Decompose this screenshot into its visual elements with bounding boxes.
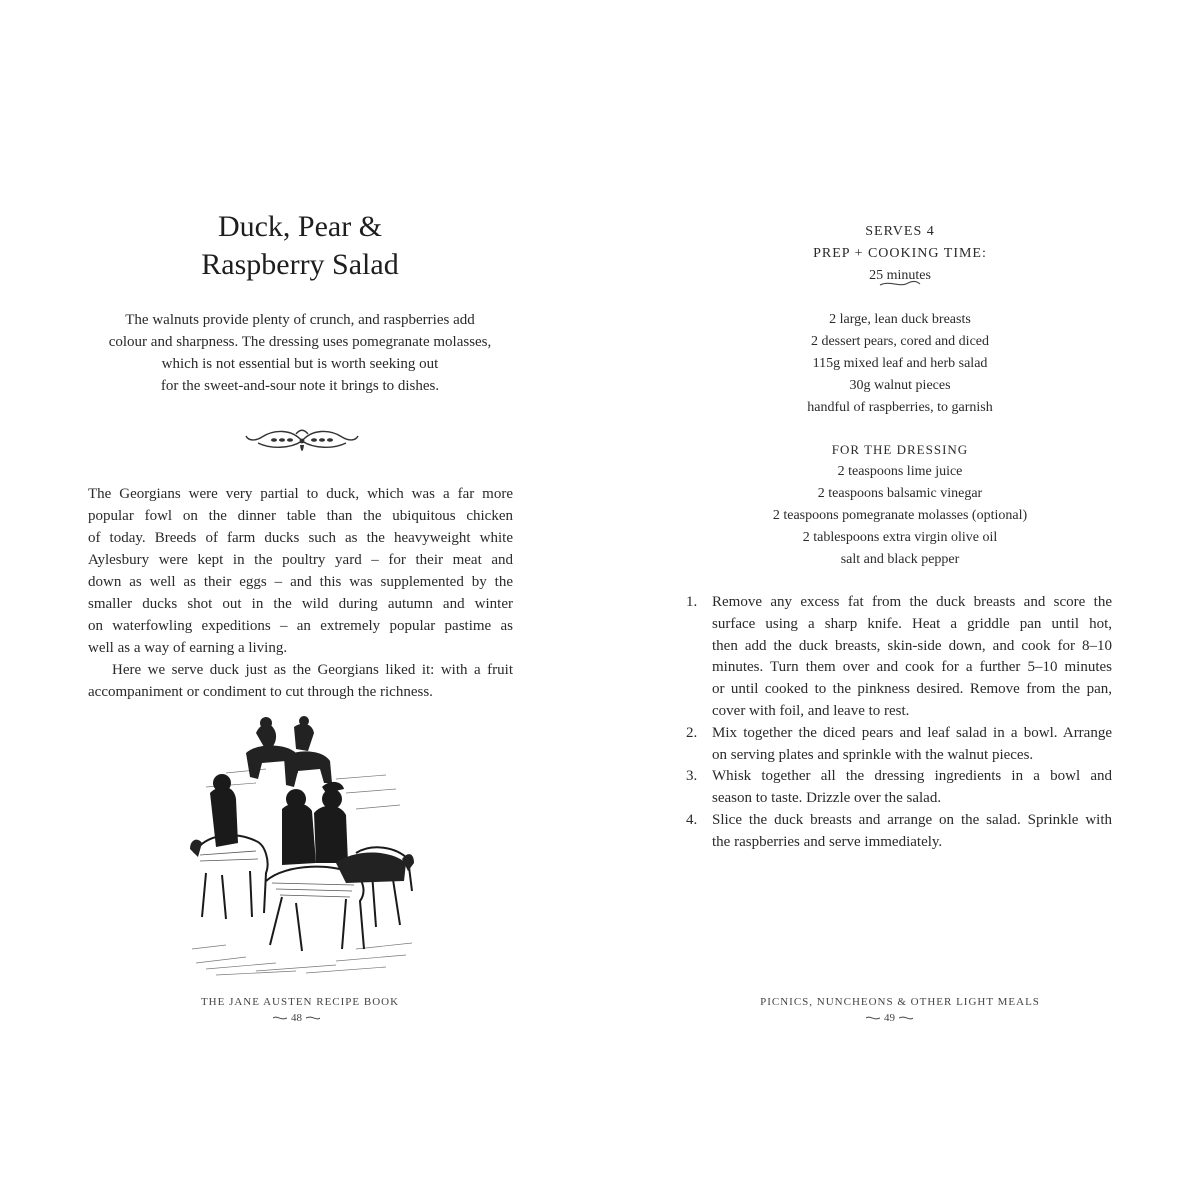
step-line: then add the duck breasts, skin-side down, and cook for 8–10: [712, 637, 1112, 654]
intro-line: which is not essential but is worth seeking out: [161, 356, 439, 372]
step-line: minutes. Turn them over and cook for a further 5–10 minutes: [712, 659, 1112, 676]
page-number-value: 49: [884, 1012, 895, 1024]
body-line: accompaniment or condiment to cut through the richness.: [88, 684, 433, 700]
step-number: 3.: [686, 768, 698, 785]
body-line: popular fowl on the dinner table than the ubiquitous chicken: [88, 508, 513, 524]
swash-divider-icon: [878, 278, 922, 290]
swash-divider-icon: [306, 1015, 320, 1021]
step-line: Mix together the diced pears and leaf salad in a bowl. Arrange: [712, 724, 1112, 741]
swash-divider-icon: [899, 1015, 913, 1021]
body-line: on waterfowling expeditions – an extremely popular pastime as: [88, 618, 513, 634]
step-line: on serving plates and sprinkle with the walnut pieces.: [712, 746, 1034, 763]
ingredient-item: 30g walnut pieces: [849, 378, 951, 393]
step-line: the raspberries and serve immediately.: [712, 833, 943, 850]
intro-line: colour and sharpness. The dressing uses pomegranate molasses,: [108, 334, 492, 350]
step-line: surface using a sharp knife. Heat a griddle pan until hot,: [712, 615, 1112, 632]
step-number: 4.: [686, 811, 698, 828]
dressing-item: 2 tablespoons extra virgin olive oil: [802, 530, 998, 545]
method-step: [686, 766, 1112, 810]
method-step: [686, 810, 1112, 854]
dressing-item: 2 teaspoons lime juice: [837, 464, 963, 479]
body-line: Aylesbury were kept in the poultry yard – for their meat and: [88, 552, 513, 568]
body-line: well as a way of earning a living.: [88, 640, 288, 656]
step-line: season to taste. Drizzle over the salad.: [712, 790, 942, 807]
ingredients-list: [700, 309, 1100, 419]
prep-value: 25 minutes: [869, 268, 931, 283]
running-foot: THE JANE AUSTEN RECIPE BOOK: [200, 996, 400, 1008]
running-foot: PICNICS, NUNCHEONS & OTHER LIGHT MEALS: [760, 996, 1040, 1008]
dressing-item: salt and black pepper: [840, 552, 960, 567]
swash-divider-icon: [273, 1015, 287, 1021]
ingredient-item: 2 dessert pears, cored and diced: [810, 334, 990, 349]
step-line: Remove any excess fat from the duck breasts and score the: [712, 594, 1112, 610]
swash-divider-icon: [866, 1015, 880, 1021]
page-number: [273, 1012, 320, 1024]
engraving-of-riders-on-horseback-icon: [186, 713, 416, 981]
intro-line: The walnuts provide plenty of crunch, and raspberries add: [125, 312, 475, 328]
prep-label: PREP + COOKING TIME:: [813, 246, 987, 261]
decorative-scroll-ornament-icon: [244, 423, 360, 457]
title-line: Duck, Pear &: [217, 210, 383, 243]
body-line: down as well as their eggs – and this was supplemented by the: [88, 574, 513, 590]
intro-line: for the sweet-and-sour note it brings to dishes.: [160, 378, 440, 394]
method-step: [686, 723, 1112, 767]
body-line: smaller ducks shot out in the wild during autumn and winter: [88, 596, 513, 612]
step-line: Slice the duck breasts and arrange on the salad. Sprinkle with: [712, 811, 1112, 828]
step-number: 2.: [686, 724, 698, 741]
history-text: [88, 483, 513, 703]
ingredient-item: 115g mixed leaf and herb salad: [812, 356, 988, 371]
method-steps: [686, 592, 1112, 854]
step-line: Whisk together all the dressing ingredients in a bowl and: [712, 768, 1112, 785]
ingredient-item: handful of raspberries, to garnish: [807, 400, 993, 415]
dressing-item: 2 teaspoons balsamic vinegar: [817, 486, 983, 501]
body-line: of today. Breeds of farm ducks such as the heavyweight white: [88, 530, 513, 546]
method-step: [686, 592, 1112, 723]
title-line: Raspberry Salad: [201, 248, 399, 281]
dressing-heading: FOR THE DRESSING: [831, 442, 969, 457]
page-number-value: 48: [291, 1012, 302, 1024]
body-line: Here we serve duck just as the Georgians liked it: with a fruit: [112, 662, 513, 678]
step-line: cover with foil, and leave to rest.: [712, 702, 910, 719]
recipe-intro: [86, 309, 514, 397]
step-number: 1.: [686, 594, 698, 610]
dressing-item: 2 teaspoons pomegranate molasses (optional): [772, 508, 1028, 523]
page-number: [866, 1012, 913, 1024]
ingredient-item: 2 large, lean duck breasts: [829, 312, 971, 327]
dressing-list: [700, 461, 1100, 571]
step-line: or until cooked to the pinkness desired. Remove from the pan,: [712, 681, 1112, 698]
body-line: The Georgians were very partial to duck, which was a far more: [88, 486, 513, 502]
recipe-title: [100, 208, 500, 284]
serves-label: SERVES 4: [865, 224, 935, 239]
